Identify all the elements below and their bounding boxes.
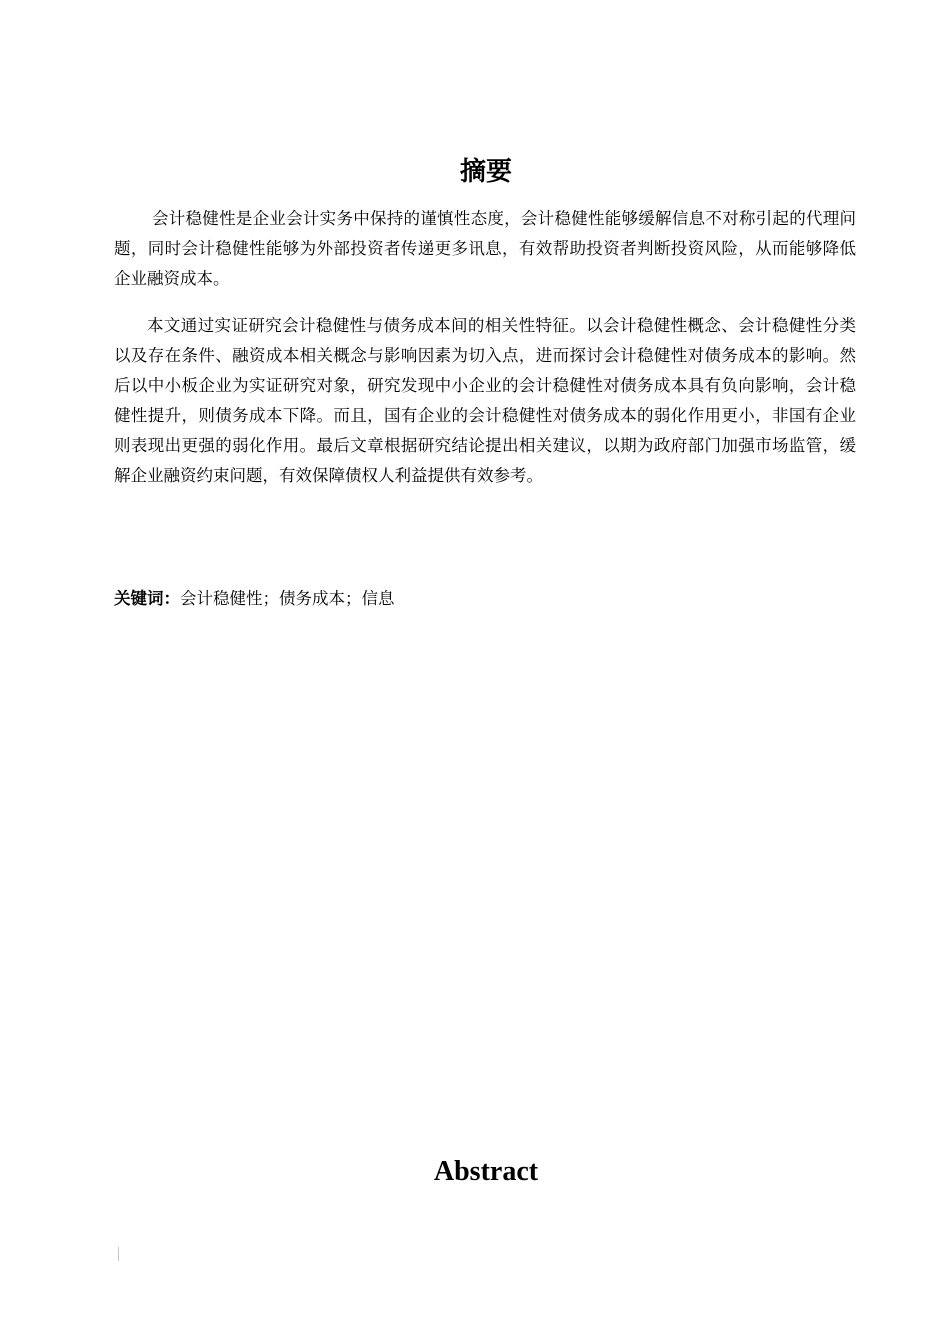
abstract-paragraph-2: 本文通过实证研究会计稳健性与债务成本间的相关性特征。以会计稳健性概念、会计稳健性分类以及存在条件、融资成本相关概念与影响因素为切入点，进而探讨会计稳健性对债务成本的影响。然后以中小板企业为实证研究对象，研究发现中小企业的会计稳健性对债务成本具有负向影响，会计稳健性提升，则债务成本下降。而且，国有企业的会计稳健性对债务成本的弱化作用更小，非国有企业则表现出更强的弱化作用。最后文章根据研究结论提出相关建议，以期为政府部门加强市场监管，缓解企业融资约束问题，有效保障债权人利益提供有效参考。	[114, 316, 856, 485]
text-cursor-mark	[118, 1247, 119, 1261]
keywords-line	[114, 584, 856, 614]
keywords-label: 关键词：	[114, 589, 180, 608]
abstract-title-cn: 摘要	[459, 157, 512, 187]
abstract-paragraph-1: 会计稳健性是企业会计实务中保持的谨慎性态度，会计稳健性能够缓解信息不对称引起的代理问题，同时会计稳健性能够为外部投资者传递更多讯息，有效帮助投资者判断投资风险，从而能够降低企业融资成本。	[114, 209, 856, 288]
keywords-value: 会计稳健性；债务成本；信息	[180, 589, 395, 608]
abstract-title-en: Abstract	[433, 1156, 539, 1187]
